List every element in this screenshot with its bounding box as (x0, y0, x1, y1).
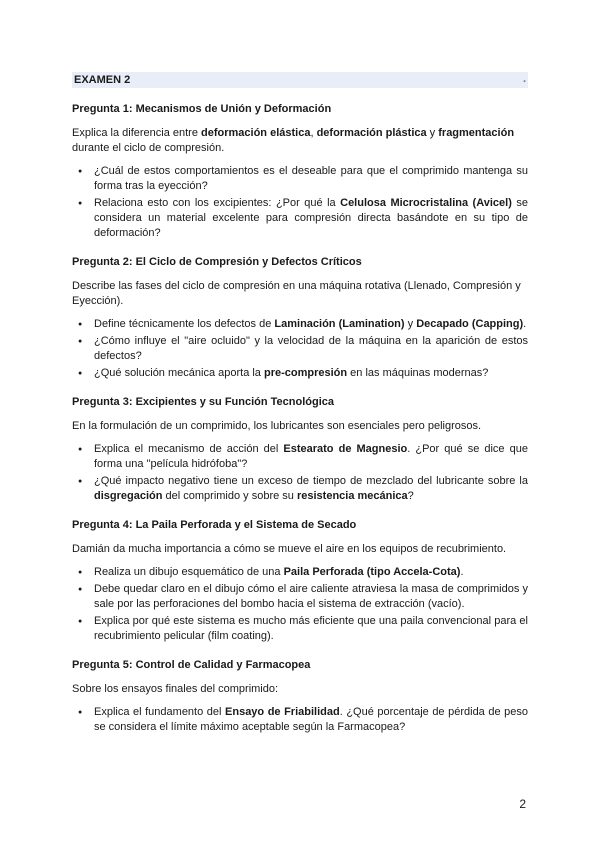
text-run: y (404, 318, 417, 330)
question-3-title: Pregunta 3: Excipientes y su Función Tecnológica (72, 396, 335, 408)
list-item (72, 196, 528, 241)
question-1-intro (72, 126, 528, 156)
bold-term: disgregación (94, 490, 163, 502)
list-item: ● Debe quedar claro en el dibujo cómo el aire caliente atraviesa la masa de comprimidos y sale por las perforaciones del bombo hacia el sistema de extracción (vacío). (72, 582, 528, 612)
page-number: 2 (519, 797, 526, 811)
bold-term: Celulosa Microcristalina (Avicel) (340, 197, 512, 209)
text-run: en las máquinas modernas? (347, 367, 489, 379)
text-run: Realiza un dibujo esquemático de una (94, 566, 284, 578)
question-4-intro: Damián da mucha importancia a cómo se mueve el aire en los equipos de recubrimiento. (72, 543, 507, 555)
question-4-list (72, 565, 528, 644)
question-1-title: Pregunta 1: Mecanismos de Unión y Deformación (72, 103, 332, 115)
question-1 (72, 102, 528, 241)
list-item (72, 442, 528, 472)
question-3 (72, 395, 528, 504)
list-item: ● ¿Cuál de estos comportamientos es el deseable para que el comprimido mantenga su forma tras la eyección? (72, 164, 528, 194)
list-item (72, 366, 528, 381)
question-5-intro: Sobre los ensayos finales del comprimido: (72, 683, 279, 695)
list-item (72, 474, 528, 504)
text-run: Explica la diferencia entre (72, 127, 202, 139)
question-3-intro: En la formulación de un comprimido, los lubricantes son esenciales pero peligrosos. (72, 420, 482, 432)
bold-term: pre-compresión (263, 367, 348, 379)
text-run: y (426, 127, 439, 139)
question-5-title: Pregunta 5: Control de Calidad y Farmacopea (72, 659, 311, 671)
question-4 (72, 518, 528, 644)
question-2 (72, 255, 528, 381)
question-5 (72, 658, 528, 735)
list-item (72, 565, 528, 580)
text-run: Explica el mecanismo de acción del (94, 443, 284, 455)
text-run: Define técnicamente los defectos de (94, 318, 275, 330)
exam-header (72, 72, 528, 88)
text-run: ¿Qué solución mecánica aporta la (94, 367, 264, 379)
bold-term: fragmentación (438, 127, 515, 139)
question-1-list (72, 164, 528, 241)
question-2-intro: Describe las fases del ciclo de compresión en una máquina rotativa (Llenado, Compresión y Eyección). (72, 280, 521, 307)
bold-term: Paila Perforada (tipo Accela-Cota) (283, 566, 461, 578)
list-item (72, 317, 528, 332)
document-page (72, 72, 528, 737)
text-run: . ¿Qué porcentaje de pérdida de peso se considera el límite máximo aceptable según la Farmacopea? (94, 706, 528, 733)
text-run: ? (407, 490, 414, 502)
text-run: se considera un material excelente para compresión directa basándote en su tipo de deformación? (94, 197, 528, 239)
text-run: durante el ciclo de compresión. (72, 142, 225, 154)
bold-term: Estearato de Magnesio (283, 443, 408, 455)
question-2-title: Pregunta 2: El Ciclo de Compresión y Defectos Críticos (72, 256, 362, 268)
bold-term: Laminación (Lamination) (274, 318, 405, 330)
list-item: ● Explica por qué este sistema es mucho más eficiente que una paila convencional para el recubrimiento pelicular (film coating). (72, 614, 528, 644)
text-run: . (523, 318, 527, 330)
list-item: ● ¿Cómo influye el "aire ocluido" y la velocidad de la máquina en la aparición de estos defectos? (72, 334, 528, 364)
text-run: del comprimido y sobre su (162, 490, 297, 502)
question-4-title: Pregunta 4: La Paila Perforada y el Sistema de Secado (72, 519, 357, 531)
text-run: . ¿Por qué se dice que forma una "película hidrófoba"? (94, 443, 528, 470)
text-run: . (460, 566, 464, 578)
bold-term: deformación elástica (201, 127, 311, 139)
exam-title: EXAMEN 2 (74, 74, 131, 86)
text-run: Explica el fundamento del (94, 706, 226, 718)
bold-term: Decapado (Capping) (416, 318, 524, 330)
text-run: Relaciona esto con los excipientes: ¿Por qué la (94, 197, 341, 209)
list-item (72, 705, 528, 735)
text-run: , (310, 127, 317, 139)
bold-term: resistencia mecánica (296, 490, 408, 502)
header-trail: . (522, 73, 526, 85)
bold-term: Ensayo de Friabilidad (225, 706, 340, 718)
bold-term: deformación plástica (316, 127, 427, 139)
question-3-list (72, 442, 528, 504)
question-2-list (72, 317, 528, 381)
question-5-list (72, 705, 528, 735)
text-run: ¿Qué impacto negativo tiene un exceso de tiempo de mezclado del lubricante sobre la (94, 475, 528, 487)
